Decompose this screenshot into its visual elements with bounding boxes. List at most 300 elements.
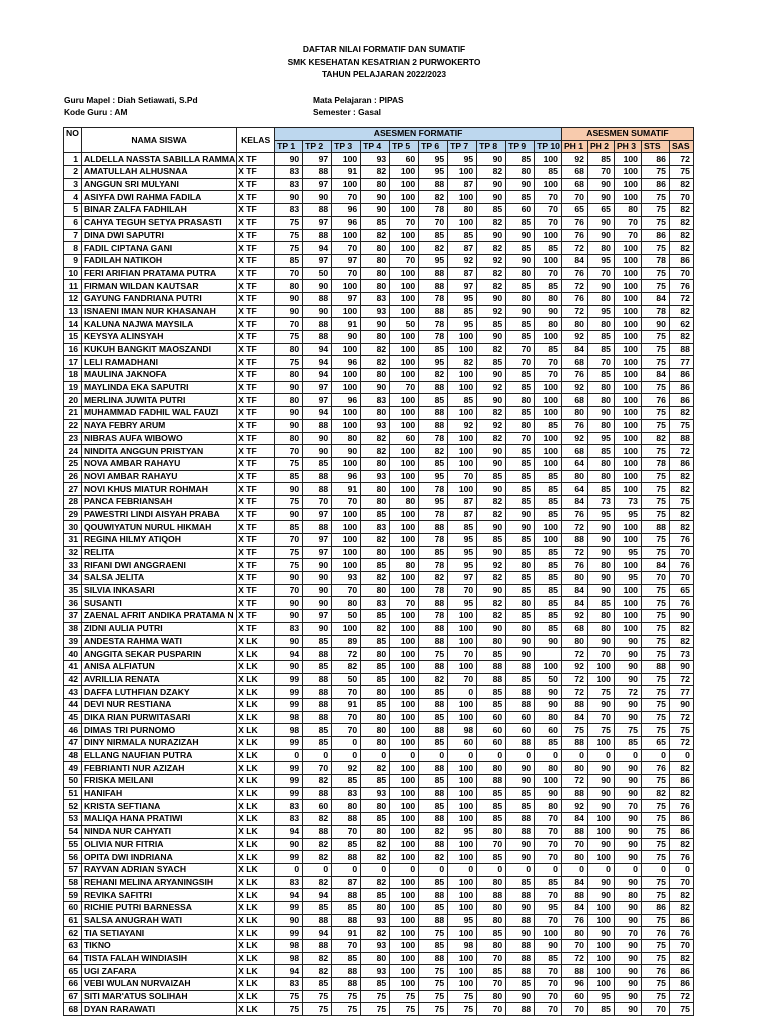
cell-score: 70 bbox=[614, 229, 641, 242]
cell-score: 85 bbox=[477, 534, 506, 547]
cell-score: 90 bbox=[506, 178, 535, 191]
cell-score: 100 bbox=[587, 851, 614, 864]
cell-score: 88 bbox=[561, 825, 587, 838]
table-row bbox=[64, 622, 694, 635]
cell-score: 98 bbox=[275, 724, 303, 737]
cell-score: 93 bbox=[361, 787, 390, 800]
cell-nama: RELITA bbox=[82, 546, 237, 559]
cell-score: 75 bbox=[641, 610, 669, 623]
cell-score: 85 bbox=[419, 457, 448, 470]
cell-score: 100 bbox=[448, 876, 477, 889]
cell-score: 82 bbox=[477, 242, 506, 255]
cell-score: 100 bbox=[614, 318, 641, 331]
cell-score: 100 bbox=[332, 457, 361, 470]
cell-score: 80 bbox=[535, 711, 562, 724]
cell-score: 90 bbox=[506, 635, 535, 648]
cell-score: 50 bbox=[332, 673, 361, 686]
table-row bbox=[64, 698, 694, 711]
cell-score: 90 bbox=[587, 876, 614, 889]
cell-no: 3 bbox=[64, 178, 82, 191]
cell-score: 90 bbox=[614, 940, 641, 953]
cell-score: 82 bbox=[669, 622, 693, 635]
cell-score: 90 bbox=[275, 508, 303, 521]
cell-score: 70 bbox=[614, 800, 641, 813]
cell-score: 70 bbox=[448, 673, 477, 686]
cell-no: 33 bbox=[64, 559, 82, 572]
cell-score: 88 bbox=[506, 940, 535, 953]
cell-score: 85 bbox=[535, 876, 562, 889]
cell-score: 80 bbox=[361, 901, 390, 914]
sumatif-group-header: ASESMEN SUMATIF bbox=[561, 128, 693, 141]
cell-score: 93 bbox=[361, 470, 390, 483]
cell-score: 100 bbox=[332, 153, 361, 166]
table-row bbox=[64, 800, 694, 813]
cell-score: 82 bbox=[669, 178, 693, 191]
cell-score: 75 bbox=[641, 673, 669, 686]
table-row bbox=[64, 292, 694, 305]
cell-score: 82 bbox=[669, 331, 693, 344]
cell-score: 75 bbox=[419, 648, 448, 661]
cell-score: 76 bbox=[561, 267, 587, 280]
cell-score: 90 bbox=[587, 635, 614, 648]
cell-score: 50 bbox=[390, 318, 419, 331]
cell-score: 75 bbox=[641, 800, 669, 813]
cell-score: 87 bbox=[448, 178, 477, 191]
cell-nama: MERLINA JUWITA PUTRI bbox=[82, 394, 237, 407]
cell-score: 94 bbox=[303, 889, 332, 902]
cell-score: 88 bbox=[506, 813, 535, 826]
cell-score: 86 bbox=[669, 813, 693, 826]
cell-score: 90 bbox=[275, 153, 303, 166]
cell-score: 95 bbox=[419, 470, 448, 483]
cell-no: 41 bbox=[64, 660, 82, 673]
cell-score: 85 bbox=[419, 686, 448, 699]
col-kelas-header: KELAS bbox=[237, 128, 275, 153]
cell-score: 100 bbox=[332, 229, 361, 242]
cell-score: 100 bbox=[390, 724, 419, 737]
cell-score: 94 bbox=[303, 927, 332, 940]
cell-score: 85 bbox=[506, 483, 535, 496]
cell-score: 70 bbox=[419, 216, 448, 229]
cell-kelas: X TF bbox=[237, 254, 275, 267]
cell-score: 100 bbox=[587, 813, 614, 826]
cell-score: 100 bbox=[390, 851, 419, 864]
cell-score: 100 bbox=[448, 622, 477, 635]
cell-nama: ANISA ALFIATUN bbox=[82, 660, 237, 673]
cell-score: 97 bbox=[303, 153, 332, 166]
cell-nama: NOVI KHUS MIATUR ROHMAH bbox=[82, 483, 237, 496]
cell-score: 90 bbox=[641, 318, 669, 331]
cell-score: 100 bbox=[390, 737, 419, 750]
cell-no: 11 bbox=[64, 280, 82, 293]
cell-score: 85 bbox=[506, 470, 535, 483]
cell-kelas: X LK bbox=[237, 978, 275, 991]
cell-score: 76 bbox=[669, 280, 693, 293]
cell-score: 78 bbox=[641, 457, 669, 470]
cell-score: 85 bbox=[506, 280, 535, 293]
cell-score: 80 bbox=[361, 546, 390, 559]
cell-score: 90 bbox=[477, 331, 506, 344]
cell-score: 100 bbox=[535, 331, 562, 344]
cell-score: 75 bbox=[332, 1003, 361, 1016]
cell-score: 88 bbox=[419, 267, 448, 280]
cell-score: 70 bbox=[561, 940, 587, 953]
cell-score: 82 bbox=[477, 166, 506, 179]
cell-score: 50 bbox=[332, 610, 361, 623]
cell-score: 80 bbox=[587, 559, 614, 572]
cell-score: 100 bbox=[390, 267, 419, 280]
cell-score: 75 bbox=[275, 559, 303, 572]
cell-kelas: X LK bbox=[237, 673, 275, 686]
cell-score: 70 bbox=[535, 978, 562, 991]
table-row bbox=[64, 254, 694, 267]
cell-score: 70 bbox=[535, 356, 562, 369]
cell-score: 75 bbox=[669, 166, 693, 179]
cell-score: 88 bbox=[303, 521, 332, 534]
cell-no: 12 bbox=[64, 292, 82, 305]
cell-score: 90 bbox=[535, 686, 562, 699]
cell-score: 65 bbox=[669, 584, 693, 597]
cell-kelas: X TF bbox=[237, 166, 275, 179]
cell-score: 75 bbox=[641, 191, 669, 204]
cell-score: 100 bbox=[614, 394, 641, 407]
cell-score: 90 bbox=[303, 432, 332, 445]
cell-kelas: X TF bbox=[237, 521, 275, 534]
cell-score: 100 bbox=[390, 305, 419, 318]
cell-score: 88 bbox=[419, 838, 448, 851]
cell-nama: CAHYA TEGUH SETYA PRASASTI bbox=[82, 216, 237, 229]
cell-score: 100 bbox=[390, 927, 419, 940]
cell-score: 100 bbox=[448, 813, 477, 826]
cell-score: 82 bbox=[669, 216, 693, 229]
cell-score: 83 bbox=[275, 800, 303, 813]
cell-score: 0 bbox=[390, 863, 419, 876]
cell-score: 100 bbox=[390, 166, 419, 179]
cell-score: 95 bbox=[448, 153, 477, 166]
cell-nama: DAFFA LUTHFIAN DZAKY bbox=[82, 686, 237, 699]
cell-score: 88 bbox=[419, 952, 448, 965]
cell-score: 87 bbox=[448, 267, 477, 280]
cell-score: 100 bbox=[448, 660, 477, 673]
cell-score: 64 bbox=[561, 457, 587, 470]
cell-score: 80 bbox=[587, 381, 614, 394]
cell-score: 85 bbox=[361, 216, 390, 229]
cell-no: 39 bbox=[64, 635, 82, 648]
cell-score: 86 bbox=[669, 965, 693, 978]
cell-score: 78 bbox=[419, 331, 448, 344]
cell-no: 6 bbox=[64, 216, 82, 229]
cell-score: 84 bbox=[641, 559, 669, 572]
cell-score: 68 bbox=[561, 356, 587, 369]
cell-score: 100 bbox=[535, 660, 562, 673]
cell-kelas: X LK bbox=[237, 724, 275, 737]
cell-score: 80 bbox=[506, 267, 535, 280]
cell-score: 70 bbox=[332, 940, 361, 953]
cell-nama: NINDITA ANGGUN PRISTYAN bbox=[82, 445, 237, 458]
cell-score: 68 bbox=[561, 166, 587, 179]
cell-score: 82 bbox=[669, 838, 693, 851]
cell-score: 90 bbox=[669, 698, 693, 711]
cell-nama: FRISKA MEILANI bbox=[82, 775, 237, 788]
cell-score: 85 bbox=[332, 901, 361, 914]
cell-score: 75 bbox=[641, 216, 669, 229]
cell-score: 91 bbox=[332, 318, 361, 331]
cell-score: 92 bbox=[561, 432, 587, 445]
cell-score: 92 bbox=[332, 762, 361, 775]
cell-score: 100 bbox=[332, 521, 361, 534]
cell-score: 70 bbox=[614, 216, 641, 229]
cell-nama: PANCA FEBRIANSAH bbox=[82, 495, 237, 508]
cell-score: 70 bbox=[390, 597, 419, 610]
cell-score: 85 bbox=[477, 698, 506, 711]
cell-score: 100 bbox=[614, 457, 641, 470]
cell-score: 0 bbox=[587, 749, 614, 762]
cell-score: 85 bbox=[419, 800, 448, 813]
cell-nama: FADILAH NATIKOH bbox=[82, 254, 237, 267]
cell-score: 70 bbox=[275, 445, 303, 458]
table-row bbox=[64, 1003, 694, 1016]
cell-score: 97 bbox=[303, 394, 332, 407]
cell-score: 88 bbox=[303, 914, 332, 927]
cell-score: 100 bbox=[448, 787, 477, 800]
cell-score: 84 bbox=[641, 292, 669, 305]
cell-score: 83 bbox=[361, 394, 390, 407]
cell-score: 70 bbox=[332, 495, 361, 508]
cell-score: 85 bbox=[477, 648, 506, 661]
cell-score: 75 bbox=[641, 267, 669, 280]
cell-score: 98 bbox=[448, 724, 477, 737]
cell-score: 80 bbox=[506, 597, 535, 610]
cell-score: 90 bbox=[275, 292, 303, 305]
subheader-tp-4: TP 4 bbox=[361, 140, 390, 153]
cell-score: 85 bbox=[361, 698, 390, 711]
cell-score: 88 bbox=[332, 889, 361, 902]
table-row bbox=[64, 331, 694, 344]
cell-score: 70 bbox=[641, 572, 669, 585]
cell-score: 70 bbox=[332, 191, 361, 204]
cell-no: 23 bbox=[64, 432, 82, 445]
cell-score: 90 bbox=[275, 572, 303, 585]
cell-score: 75 bbox=[419, 927, 448, 940]
cell-score: 85 bbox=[535, 610, 562, 623]
cell-score: 85 bbox=[535, 952, 562, 965]
cell-score: 96 bbox=[332, 394, 361, 407]
cell-score: 100 bbox=[448, 381, 477, 394]
cell-score: 100 bbox=[332, 178, 361, 191]
cell-score: 70 bbox=[275, 318, 303, 331]
cell-score: 75 bbox=[419, 990, 448, 1003]
cell-score: 73 bbox=[614, 495, 641, 508]
cell-no: 35 bbox=[64, 584, 82, 597]
cell-score: 60 bbox=[535, 724, 562, 737]
cell-score: 82 bbox=[419, 242, 448, 255]
cell-score: 60 bbox=[477, 737, 506, 750]
table-row bbox=[64, 356, 694, 369]
cell-score: 60 bbox=[303, 800, 332, 813]
cell-score: 85 bbox=[535, 622, 562, 635]
cell-score: 80 bbox=[361, 331, 390, 344]
cell-score: 85 bbox=[477, 800, 506, 813]
cell-score: 0 bbox=[303, 863, 332, 876]
cell-score: 75 bbox=[641, 280, 669, 293]
cell-score: 0 bbox=[448, 749, 477, 762]
cell-score: 100 bbox=[614, 191, 641, 204]
cell-score: 70 bbox=[448, 648, 477, 661]
cell-kelas: X TF bbox=[237, 369, 275, 382]
cell-score: 84 bbox=[641, 369, 669, 382]
cell-score: 100 bbox=[535, 432, 562, 445]
cell-score: 86 bbox=[669, 775, 693, 788]
cell-score: 90 bbox=[275, 407, 303, 420]
cell-score: 60 bbox=[506, 724, 535, 737]
cell-score: 90 bbox=[614, 914, 641, 927]
cell-score: 82 bbox=[669, 762, 693, 775]
cell-score: 100 bbox=[448, 800, 477, 813]
cell-score: 83 bbox=[361, 292, 390, 305]
cell-score: 100 bbox=[390, 901, 419, 914]
cell-score: 90 bbox=[477, 483, 506, 496]
cell-score: 90 bbox=[275, 419, 303, 432]
cell-score: 85 bbox=[506, 445, 535, 458]
cell-score: 88 bbox=[561, 965, 587, 978]
guru-mapel: Guru Mapel : Diah Setiawati, S.Pd bbox=[64, 95, 198, 105]
cell-kelas: X LK bbox=[237, 940, 275, 953]
cell-score: 88 bbox=[419, 305, 448, 318]
cell-no: 53 bbox=[64, 813, 82, 826]
cell-score: 75 bbox=[641, 851, 669, 864]
cell-score: 82 bbox=[419, 851, 448, 864]
cell-score: 82 bbox=[669, 889, 693, 902]
cell-score: 99 bbox=[275, 775, 303, 788]
cell-score: 100 bbox=[614, 419, 641, 432]
cell-score: 97 bbox=[303, 178, 332, 191]
cell-score: 75 bbox=[669, 419, 693, 432]
cell-score: 88 bbox=[419, 622, 448, 635]
cell-score: 75 bbox=[669, 495, 693, 508]
cell-score: 85 bbox=[535, 419, 562, 432]
cell-score: 82 bbox=[361, 445, 390, 458]
cell-score: 93 bbox=[361, 940, 390, 953]
cell-no: 52 bbox=[64, 800, 82, 813]
cell-kelas: X LK bbox=[237, 863, 275, 876]
cell-score: 90 bbox=[477, 457, 506, 470]
cell-no: 19 bbox=[64, 381, 82, 394]
cell-score: 88 bbox=[477, 889, 506, 902]
col-no-header: NO bbox=[64, 128, 82, 153]
cell-score: 76 bbox=[669, 800, 693, 813]
cell-score: 82 bbox=[361, 838, 390, 851]
cell-score: 92 bbox=[477, 419, 506, 432]
cell-score: 80 bbox=[614, 204, 641, 217]
cell-score: 88 bbox=[561, 787, 587, 800]
table-row bbox=[64, 660, 694, 673]
cell-score: 92 bbox=[561, 610, 587, 623]
cell-score: 90 bbox=[614, 660, 641, 673]
cell-score: 84 bbox=[561, 495, 587, 508]
cell-score: 90 bbox=[506, 508, 535, 521]
cell-score: 99 bbox=[275, 686, 303, 699]
cell-score: 90 bbox=[477, 546, 506, 559]
cell-score: 75 bbox=[275, 495, 303, 508]
cell-score: 85 bbox=[477, 965, 506, 978]
cell-score: 76 bbox=[669, 927, 693, 940]
cell-kelas: X TF bbox=[237, 546, 275, 559]
cell-no: 5 bbox=[64, 204, 82, 217]
cell-score: 75 bbox=[641, 166, 669, 179]
cell-kelas: X TF bbox=[237, 204, 275, 217]
cell-score: 83 bbox=[361, 597, 390, 610]
cell-score: 90 bbox=[275, 483, 303, 496]
cell-kelas: X TF bbox=[237, 559, 275, 572]
cell-score: 90 bbox=[506, 762, 535, 775]
cell-score: 0 bbox=[275, 749, 303, 762]
cell-score: 90 bbox=[477, 394, 506, 407]
cell-score: 80 bbox=[477, 901, 506, 914]
cell-score: 70 bbox=[587, 166, 614, 179]
cell-score: 85 bbox=[506, 381, 535, 394]
cell-score: 100 bbox=[535, 153, 562, 166]
cell-score: 75 bbox=[275, 1003, 303, 1016]
cell-score: 75 bbox=[275, 546, 303, 559]
cell-score: 82 bbox=[303, 851, 332, 864]
cell-kelas: X LK bbox=[237, 635, 275, 648]
cell-score: 92 bbox=[561, 800, 587, 813]
cell-score: 95 bbox=[535, 901, 562, 914]
cell-score: 80 bbox=[361, 800, 390, 813]
cell-score: 0 bbox=[419, 863, 448, 876]
cell-score: 100 bbox=[614, 534, 641, 547]
cell-score: 85 bbox=[535, 572, 562, 585]
cell-score: 85 bbox=[506, 318, 535, 331]
cell-kelas: X LK bbox=[237, 698, 275, 711]
cell-kelas: X TF bbox=[237, 584, 275, 597]
cell-score: 100 bbox=[390, 635, 419, 648]
cell-score: 95 bbox=[419, 254, 448, 267]
cell-score: 80 bbox=[332, 597, 361, 610]
cell-score: 75 bbox=[275, 242, 303, 255]
cell-no: 62 bbox=[64, 927, 82, 940]
cell-score: 100 bbox=[448, 483, 477, 496]
table-row bbox=[64, 445, 694, 458]
cell-score: 80 bbox=[614, 889, 641, 902]
cell-nama: MAULINA JAKNOFA bbox=[82, 369, 237, 382]
cell-score: 90 bbox=[587, 889, 614, 902]
cell-nama: OPITA DWI INDRIANA bbox=[82, 851, 237, 864]
cell-score: 90 bbox=[275, 660, 303, 673]
cell-score: 100 bbox=[390, 686, 419, 699]
cell-score: 80 bbox=[275, 280, 303, 293]
cell-score: 82 bbox=[669, 470, 693, 483]
cell-score: 90 bbox=[614, 901, 641, 914]
cell-kelas: X TF bbox=[237, 483, 275, 496]
cell-score: 100 bbox=[332, 419, 361, 432]
cell-score: 96 bbox=[561, 978, 587, 991]
cell-score: 100 bbox=[390, 698, 419, 711]
cell-score: 83 bbox=[361, 521, 390, 534]
cell-score: 90 bbox=[506, 229, 535, 242]
cell-score: 100 bbox=[448, 635, 477, 648]
subheader-sts: STS bbox=[641, 140, 669, 153]
cell-score: 70 bbox=[390, 216, 419, 229]
cell-score: 99 bbox=[275, 737, 303, 750]
cell-score: 100 bbox=[390, 952, 419, 965]
cell-score: 90 bbox=[477, 369, 506, 382]
cell-nama: OLIVIA NUR FITRIA bbox=[82, 838, 237, 851]
cell-score: 75 bbox=[448, 990, 477, 1003]
cell-score: 72 bbox=[669, 292, 693, 305]
cell-score: 90 bbox=[303, 445, 332, 458]
cell-score: 70 bbox=[535, 889, 562, 902]
